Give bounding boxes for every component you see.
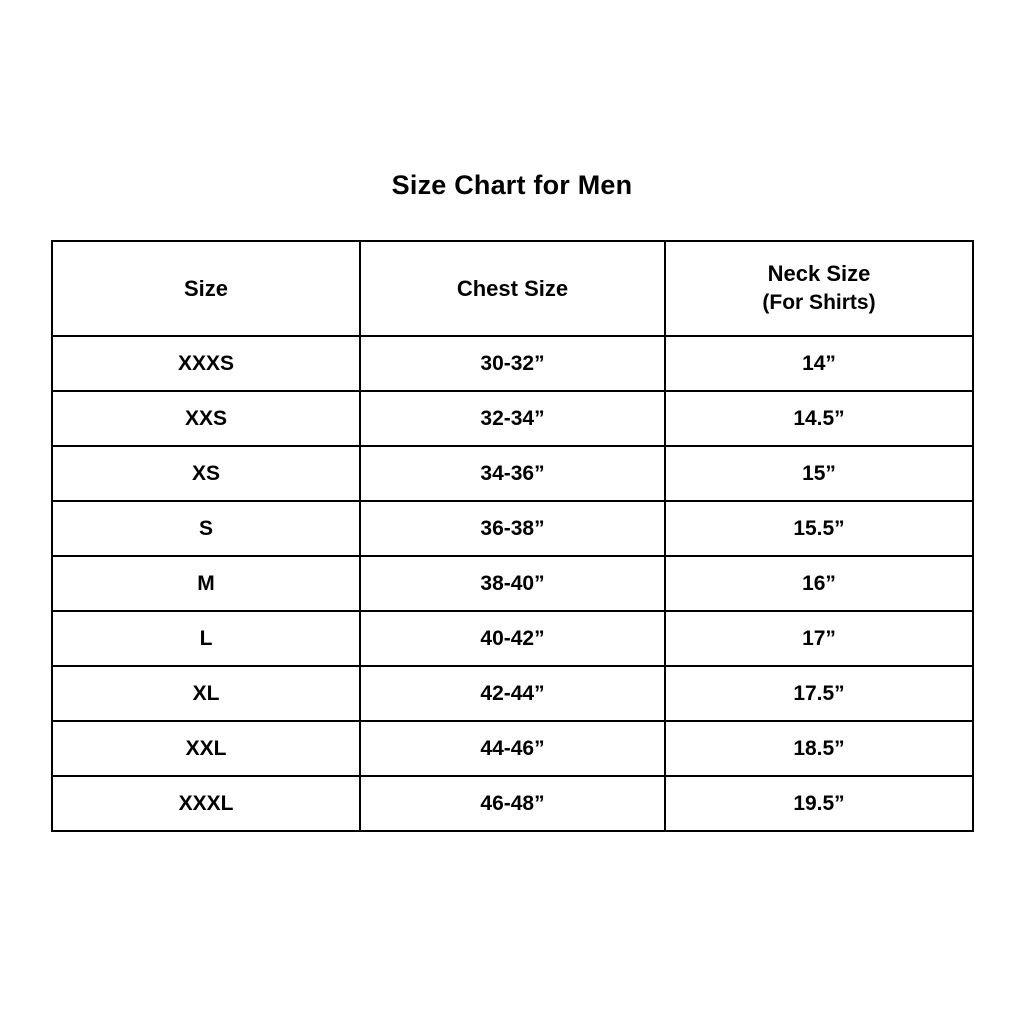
cell-chest: 44-46” [360,721,665,776]
cell-neck: 17.5” [665,666,973,721]
table-row [52,666,973,721]
size-chart-table-container [51,240,972,832]
column-header-chest-size [360,241,665,336]
table-row [52,611,973,666]
column-header-size-label: Size [183,275,229,301]
cell-size: XXS [52,391,360,446]
cell-chest: 36-38” [360,501,665,556]
cell-neck: 14.5” [665,391,973,446]
table-row [52,446,973,501]
column-header-neck-size [665,241,973,336]
cell-size: M [52,556,360,611]
cell-chest: 34-36” [360,446,665,501]
table-body [52,336,973,831]
cell-neck: 17” [665,611,973,666]
cell-chest: 42-44” [360,666,665,721]
table-row [52,336,973,391]
cell-size: XS [52,446,360,501]
table-row [52,391,973,446]
table-header [52,241,973,336]
cell-chest: 38-40” [360,556,665,611]
cell-chest: 30-32” [360,336,665,391]
column-header-chest-size-label: Chest Size [456,275,569,301]
cell-size: XXL [52,721,360,776]
cell-size: XXXS [52,336,360,391]
cell-neck: 19.5” [665,776,973,831]
cell-chest: 40-42” [360,611,665,666]
cell-neck: 14” [665,336,973,391]
cell-size: XXXL [52,776,360,831]
table-row [52,501,973,556]
column-header-neck-size-sublabel: (For Shirts) [762,291,876,315]
table-row [52,721,973,776]
cell-neck: 16” [665,556,973,611]
size-chart-table [51,240,974,832]
cell-size: XL [52,666,360,721]
table-header-row [52,241,973,336]
cell-neck: 15.5” [665,501,973,556]
column-header-size [52,241,360,336]
cell-chest: 46-48” [360,776,665,831]
cell-neck: 18.5” [665,721,973,776]
column-header-neck-size-label: Neck Size [767,261,871,287]
cell-chest: 32-34” [360,391,665,446]
table-row [52,776,973,831]
cell-size: S [52,501,360,556]
cell-neck: 15” [665,446,973,501]
page-title: Size Chart for Men [391,170,633,200]
table-row [52,556,973,611]
cell-size: L [52,611,360,666]
